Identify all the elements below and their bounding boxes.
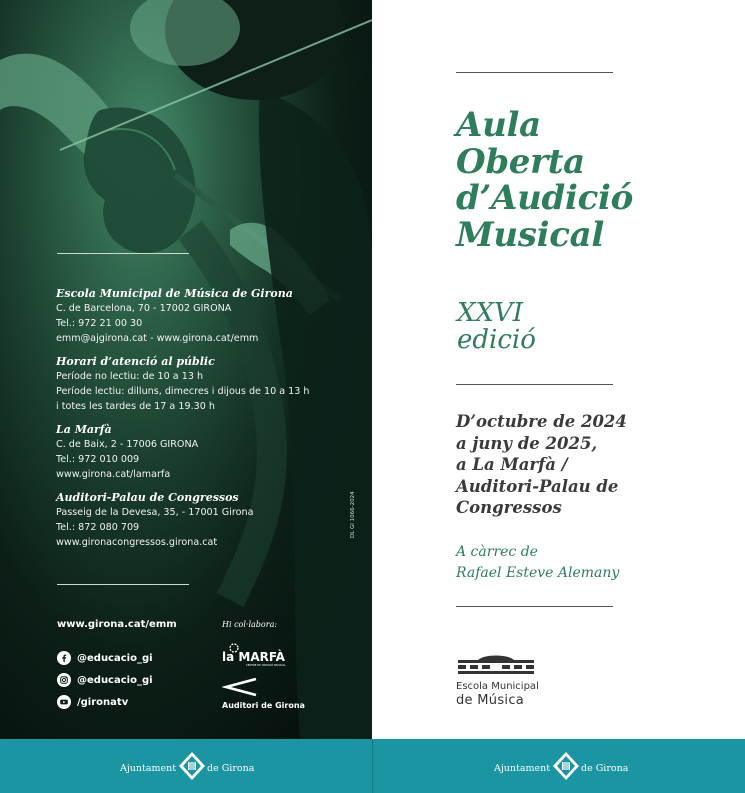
auditori-label: Auditori de Girona xyxy=(222,701,305,710)
dates-line: D’octubre de 2024 xyxy=(456,412,627,431)
block-heading: Horari d’atenció al públic xyxy=(56,355,215,368)
divider-line xyxy=(456,606,613,607)
block-line: www.gironacongressos.girona.cat xyxy=(56,537,218,548)
block-line: Període lectiu: dilluns, dimecres i dijous de 10 a 13 h xyxy=(56,386,310,397)
contact-block-school xyxy=(56,287,356,346)
school-name-line: de Música xyxy=(456,693,525,708)
footer-band xyxy=(0,739,745,793)
block-line: Tel.: 972 010 009 xyxy=(56,454,140,465)
divider-line xyxy=(57,253,189,254)
block-line: C. de Barcelona, 70 - 17002 GIRONA xyxy=(56,303,232,314)
ajuntament-logo xyxy=(120,751,270,781)
auditori-logo-mark xyxy=(222,677,258,697)
collaborators xyxy=(222,620,305,710)
dates-line: Auditori-Palau de xyxy=(456,476,619,496)
title-line: Oberta xyxy=(456,141,585,182)
la-marfa-logo xyxy=(222,642,312,668)
contact-info xyxy=(56,287,356,559)
block-line: i totes les tardes de 17 a 19.30 h xyxy=(56,401,215,412)
ajuntament-left-text: Ajuntament xyxy=(494,763,551,774)
fold-divider xyxy=(372,739,373,793)
school-name xyxy=(456,681,566,708)
edition-line: XXVI xyxy=(457,298,524,328)
svg-text:la MARFÀ: la MARFÀ xyxy=(222,650,285,664)
contact-block-auditori xyxy=(56,491,356,550)
social-handle: /gironatv xyxy=(77,696,129,708)
edition-line: edició xyxy=(457,325,536,355)
ajuntament-right-text: de Girona xyxy=(581,763,629,774)
collab-label: Hi col·labora: xyxy=(222,620,278,629)
page-title xyxy=(456,107,736,253)
edition-label xyxy=(457,300,657,354)
facebook-icon xyxy=(57,651,71,665)
block-line: emm@ajgirona.cat - www.girona.cat/emm xyxy=(56,333,259,344)
website-link[interactable]: www.girona.cat/emm xyxy=(57,619,177,630)
girona-crest-icon xyxy=(552,751,580,781)
contact-block-marfa xyxy=(56,423,356,482)
girona-crest-icon xyxy=(178,751,206,781)
title-line: Aula xyxy=(456,105,541,145)
legal-deposit: DL GI 1066-2024 xyxy=(350,491,356,538)
block-line: Tel.: 872 080 709 xyxy=(56,522,140,533)
school-logo xyxy=(456,651,566,708)
block-line: Passeig de la Devesa, 35, - 17001 Girona xyxy=(56,507,254,518)
block-heading: La Marfà xyxy=(56,423,112,436)
ajuntament-right-text: de Girona xyxy=(207,763,255,774)
school-name-line: Escola Municipal xyxy=(456,681,539,692)
ajuntament-logo xyxy=(494,751,644,781)
divider-line xyxy=(456,72,613,73)
title-line: d’Audició xyxy=(456,178,633,218)
dates-line: Congressos xyxy=(456,498,562,517)
svg-text:CENTRE DE CREACIÓ MUSICAL: CENTRE DE CREACIÓ MUSICAL xyxy=(246,664,286,667)
instagram-icon xyxy=(57,673,71,687)
youtube-icon xyxy=(57,695,71,709)
social-handle: @educacio_gi xyxy=(77,652,153,664)
block-line: www.girona.cat/lamarfa xyxy=(56,469,171,480)
contact-block-hours xyxy=(56,355,356,414)
charge-line: Rafael Esteve Alemany xyxy=(456,565,620,581)
organizer-credit xyxy=(456,542,706,584)
school-building-icon xyxy=(456,651,536,677)
charge-line: A càrrec de xyxy=(456,544,538,560)
block-line: C. de Baix, 2 - 17006 GIRONA xyxy=(56,439,199,450)
title-line: Musical xyxy=(456,214,604,255)
dates-line: a juny de 2025, xyxy=(456,433,598,453)
social-youtube[interactable] xyxy=(57,691,153,713)
dates-location xyxy=(456,411,706,519)
cover-photo-panel xyxy=(0,0,372,739)
dates-line: a La Marfà / xyxy=(456,455,568,474)
social-links xyxy=(57,647,153,713)
ajuntament-left-text: Ajuntament xyxy=(120,763,177,774)
block-line: Tel.: 972 21 00 30 xyxy=(56,318,143,329)
block-heading: Escola Municipal de Música de Girona xyxy=(56,287,293,300)
social-facebook[interactable] xyxy=(57,647,153,669)
block-heading: Auditori-Palau de Congressos xyxy=(56,491,239,504)
divider-line xyxy=(456,384,613,385)
block-line: Període no lectiu: de 10 a 13 h xyxy=(56,371,204,382)
social-instagram[interactable] xyxy=(57,669,153,691)
divider-line xyxy=(57,584,189,585)
social-handle: @educacio_gi xyxy=(77,674,153,686)
